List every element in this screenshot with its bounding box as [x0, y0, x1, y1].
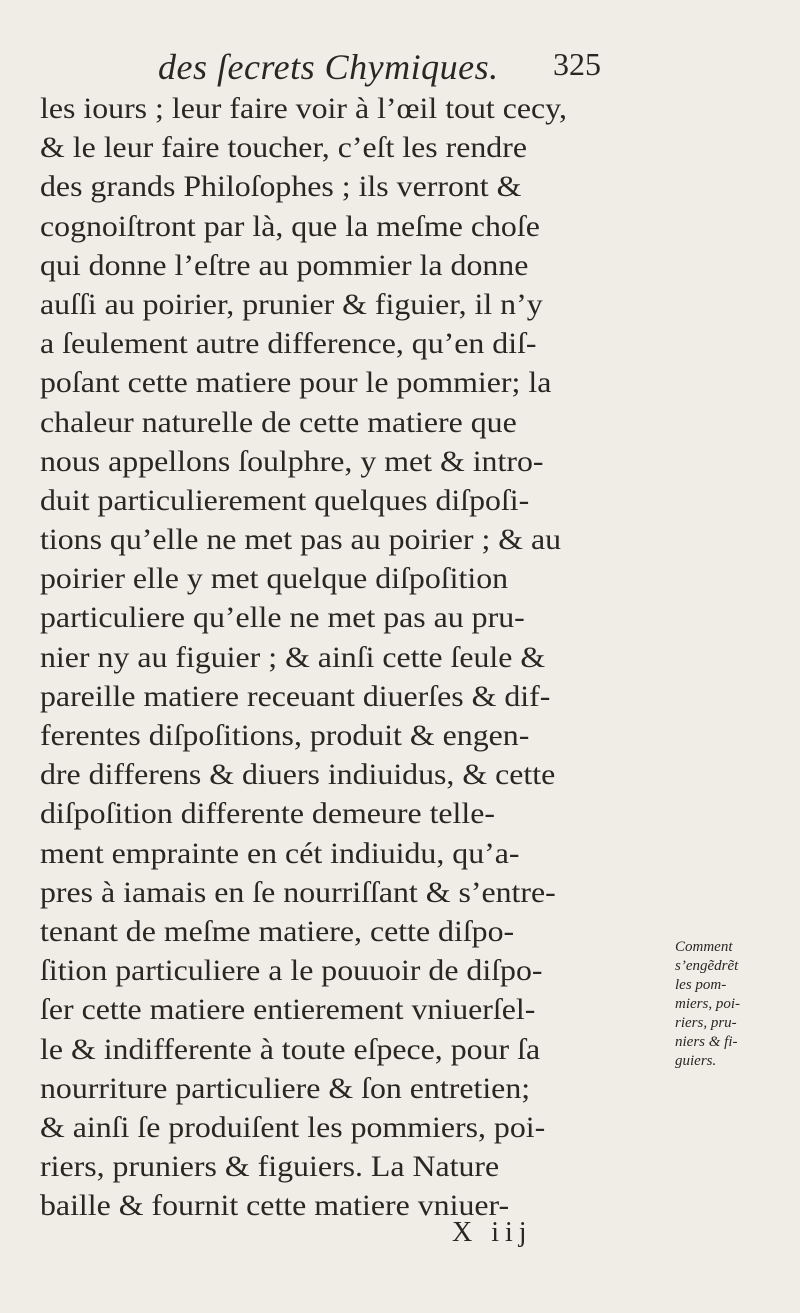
text-line: auſſi au poirier, prunier & figuier, il n’y [40, 288, 543, 321]
margin-note [675, 938, 795, 1071]
text-line: ſition particuliere a le pouuoir de diſpo- [40, 955, 543, 988]
text-line: baille & fournit cette matiere vniuer- [40, 1190, 510, 1223]
text-line: le & indifferente à toute eſpece, pour ſa [40, 1033, 541, 1066]
margin-note-line: riers, pru- [675, 1015, 737, 1031]
text-line: dre differens & diuers indiuidus, & cette [40, 759, 556, 792]
text-line: les iours ; leur faire voir à l’œil tout cecy, [40, 93, 567, 125]
text-line: nourriture particuliere & ſon entretien; [40, 1072, 531, 1105]
running-title: des ſecrets Chymiques. [158, 47, 499, 87]
text-line: pareille matiere receuant diuerſes & dif- [40, 680, 551, 713]
body-text [40, 90, 640, 1226]
text-line: qui donne l’eſtre au pommier la donne [40, 249, 529, 282]
text-line: poſant cette matiere pour le pommier; la [40, 367, 552, 400]
margin-note-line: miers, poi- [675, 996, 740, 1012]
signature-mark: X iij [452, 1217, 533, 1248]
text-line: duit particulierement quelques diſpoſi- [40, 484, 530, 517]
margin-note-line: s’engẽdrẽt [675, 958, 739, 974]
text-line: ment emprainte en cét indiuidu, qu’a- [40, 837, 520, 870]
text-line: nous appellons ſoulphre, y met & intro- [40, 445, 544, 478]
text-line: diſpoſition differente demeure telle- [40, 798, 496, 831]
margin-note-line: niers & fi- [675, 1034, 738, 1050]
text-line: ferentes diſpoſitions, produit & engen- [40, 720, 530, 752]
text-line: des grands Philoſophes ; ils verront & [40, 171, 522, 204]
text-line: ſer cette matiere entierement vniuerſel- [40, 994, 536, 1027]
text-line: tenant de meſme matiere, cette diſpo- [40, 915, 515, 948]
text-line: chaleur naturelle de cette matiere que [40, 406, 517, 439]
margin-note-line: guiers. [675, 1053, 717, 1069]
text-line: & ainſi ſe produiſent les pommiers, poi- [40, 1111, 546, 1144]
page-number: 325 [553, 46, 601, 82]
text-line: pres à iamais en ſe nourriſſant & s’entre- [40, 876, 556, 909]
text-line: particuliere qu’elle ne met pas au pru- [40, 602, 525, 635]
text-line: & le leur faire toucher, c’eſt les rendre [40, 132, 527, 165]
text-line: riers, pruniers & figuiers. La Nature [40, 1151, 500, 1184]
text-line: nier ny au figuier ; & ainſi cette ſeule & [40, 641, 546, 674]
text-line: cognoiſtront par là, que la meſme choſe [40, 210, 540, 243]
text-line: poirier elle y met quelque diſpoſition [40, 563, 509, 596]
text-line: a ſeulement autre difference, qu’en diſ- [40, 328, 537, 361]
margin-note-line: Comment [675, 939, 733, 955]
text-line: tions qu’elle ne met pas au poirier ; & au [40, 524, 562, 557]
margin-note-line: les pom- [675, 977, 727, 993]
